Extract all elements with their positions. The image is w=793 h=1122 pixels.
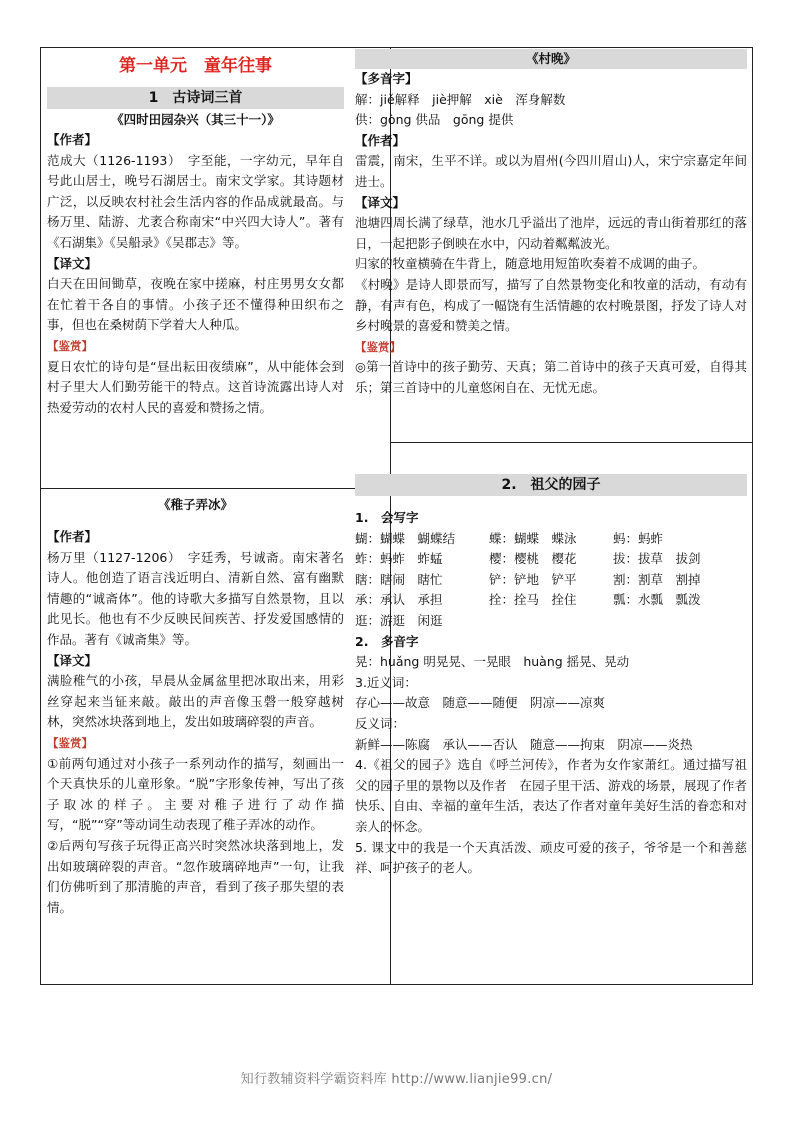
char-entry: 拴：拴马 拴住 <box>489 592 577 608</box>
char-row <box>355 549 747 570</box>
unit-title: 第一单元 童年往事 <box>119 56 272 76</box>
polyphone-line: 晃：huǎng 明晃晃、一晃眼 huàng 摇晃、晃动 <box>355 654 630 670</box>
char-entry: 蝶：蝴蝶 蝶泳 <box>489 530 577 546</box>
appreciation-heading: 【鉴赏】 <box>47 735 93 750</box>
char-entry: 瞎：瞎闹 瞎忙 <box>355 571 443 587</box>
cell-zufu-yuanzi <box>355 474 747 879</box>
polyphone-heading: 【多音字】 <box>355 71 418 86</box>
cell-siji-tianyuan <box>47 53 344 418</box>
char-entry: 蚂：蚂蚱 <box>613 530 664 546</box>
appreciation-text-1: ①前两句通过对小孩子一系列动作的描写，刻画出一个天真快乐的儿童形象。“脱”字形象传神，写出了孩子取冰的样子。主要对稚子进行了动作描写，“脱”“穿”等动词生动表现了稚子弄冰的动作。 <box>47 755 344 833</box>
appreciation-text: ◎第一首诗中的孩子勤劳、天真；第二首诗中的孩子天真可爱，自得其乐；第三首诗中的儿童悠闲自在、无忧无虑。 <box>355 359 747 395</box>
char-row <box>355 529 747 550</box>
char-entry: 蚱：蚂蚱 蚱蜢 <box>355 551 443 567</box>
lesson-title-bar: 1 古诗词三首 <box>47 87 344 109</box>
char-row <box>355 590 747 611</box>
translation-text-1: 池塘四周长满了绿草，池水几乎溢出了池岸，远远的青山街着那红的落日，一起把影子倒映在水中，闪动着粼粼波光。 <box>355 215 747 251</box>
char-entry: 蝴：蝴蝶 蝴蝶结 <box>355 530 456 546</box>
char-entry: 割：割草 割掉 <box>613 571 701 587</box>
char-entry: 逛：游逛 闲逛 <box>355 612 443 628</box>
appreciation-heading: 【鉴赏】 <box>47 338 93 353</box>
char-entry: 拔：拔草 拔剑 <box>613 551 701 567</box>
author-heading: 【作者】 <box>355 132 406 148</box>
left-row-divider <box>41 488 390 489</box>
author-heading: 【作者】 <box>47 132 98 147</box>
poem-title-bar: 《村晚》 <box>355 49 747 69</box>
item-4-text: 4.《祖父的园子》选自《呼兰河传》，作者为女作家萧红。通过描写祖父的园子里的景物以及作者 在园子里干活、游戏的场景，展现了作者快乐、自由、幸福的童年生活，表达了作者对童年美好生活的眷恋和对亲人的怀念。 <box>355 757 747 834</box>
author-text: 杨万里（1127-1206） 字廷秀，号诚斋。南宋著名诗人。他创造了语言浅近明白、清新自然、富有幽默情趣的“诚斋体”。他的诗歌大多描写自然景物，且以此见长。他也有不少反映民间疾苦、抒发爱国感情的作品。著有《诚斋集》等。 <box>47 549 344 647</box>
antonym-heading: 反义词： <box>355 715 406 731</box>
synonym-line: 存心——故意 随意——随便 阴凉——凉爽 <box>355 695 606 711</box>
char-entry: 承：承认 承担 <box>355 592 443 608</box>
translation-heading: 【译文】 <box>47 255 98 271</box>
write-chars-heading: 1. 会写字 <box>355 510 419 525</box>
translation-heading: 【译文】 <box>355 194 406 210</box>
translation-text: 白天在田间锄草，夜晚在家中搓麻，村庄男男女女都在忙着干各自的事情。小孩子还不懂得种田织布之事，但也在桑树荫下学着大人种瓜。 <box>47 276 344 333</box>
polyphone-line-2: 供：gòng 供品 gōng 提供 <box>355 112 514 128</box>
char-table <box>355 529 747 632</box>
author-text: 雷震，南宋，生平不详。或以为眉州(今四川眉山)人，宋宁宗嘉定年间进士。 <box>355 153 747 189</box>
char-row <box>355 570 747 591</box>
appreciation-text-2: ②后两句写孩子玩得正高兴时突然冰块落到地上，发出如玻璃碎裂的声音。“忽作玻璃碎地声”一句，让我们仿佛听到了那清脆的声音，看到了孩子那失望的表情。 <box>47 837 344 915</box>
poem-title: 《稚子弄冰》 <box>157 497 233 512</box>
item-5-text: 5. 课文中的我是一个天真活泼、顽皮可爱的孩子，爷爷是一个和善慈祥、呵护孩子的老人。 <box>355 839 747 876</box>
right-row-divider <box>390 442 753 443</box>
translation-text-2: 归家的牧童横骑在牛背上，随意地用短笛吹奏着不成调的曲子。 <box>355 256 706 272</box>
footer-watermark: 知行教辅资料学霸资料库 http://www.lianjie99.cn/ <box>240 1072 553 1087</box>
translation-heading: 【译文】 <box>47 652 98 668</box>
char-entry <box>489 611 613 632</box>
poem-title: 《四时田园杂兴（其三十一）》 <box>111 112 280 127</box>
summary-text: 《村晚》是诗人即景而写，描写了自然景物变化和牧童的活动，有动有静，有声有色，构成了一幅饶有生活情趣的农村晚景图，抒发了诗人对乡村晚景的喜爱和赞美之情。 <box>355 276 747 334</box>
polyphone-line-1: 解：jiě解释 jiè押解 xiè 浑身解数 <box>355 91 566 107</box>
translation-text: 满脸稚气的小孩，早晨从金属盆里把冰取出来，用彩丝穿起来当钲来敲。敲出的声音像玉磬一般穿越树林，突然冰块落到地上，发出如玻璃碎裂的声音。 <box>47 673 344 730</box>
author-text: 范成大（1126-1193） 字至能，一字幼元，早年自号此山居士，晚号石湖居士。南宋文学家。其诗题材广泛，以反映农村社会生活内容的作品成就最高。与杨万里、陆游、尤袤合称南宋“中兴四大诗人”。著有《石湖集》《吴船录》《吴郡志》等。 <box>47 152 344 250</box>
polyphone-heading: 2. 多音字 <box>355 633 419 649</box>
lesson-title-bar: 2. 祖父的园子 <box>355 474 747 496</box>
char-entry: 铲：铲地 铲平 <box>489 571 577 587</box>
char-entry <box>613 611 737 632</box>
appreciation-text: 夏日农忙的诗句是“昼出耘田夜绩麻”，从中能体会到村子里大人们勤劳能干的特点。这首诗流露出诗人对热爱劳动的农村人民的喜爱和赞扬之情。 <box>47 358 344 415</box>
antonym-line: 新鲜——陈腐 承认——否认 随意——拘束 阴凉——炎热 <box>355 736 693 752</box>
author-heading: 【作者】 <box>47 529 98 544</box>
synonym-heading: 3.近义词： <box>355 674 417 690</box>
char-entry: 樱：樱桃 樱花 <box>489 551 577 567</box>
appreciation-heading: 【鉴赏】 <box>355 339 401 354</box>
char-entry: 瓢：水瓢 瓢泼 <box>613 592 701 608</box>
char-row <box>355 611 747 632</box>
cell-cunwan <box>355 49 747 399</box>
cell-zhizi-nongbing <box>47 494 344 918</box>
